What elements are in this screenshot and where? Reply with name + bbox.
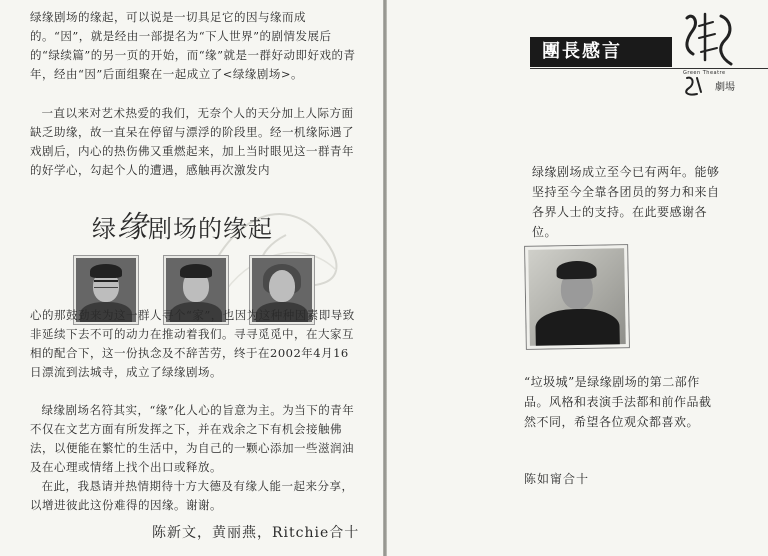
- director-portrait: [525, 245, 629, 349]
- theatre-logo-icon: [679, 8, 739, 70]
- director-message: 绿缘剧场成立至今已有两年。能够坚持至今全靠各团员的努力和来自各界人士的支持。在此要感谢各位。: [532, 165, 720, 239]
- mission-paragraph: 绿缘剧场名符其实，“缘”化人心的旨意为主。为当下的青年不仅在文艺方面有所发挥之下，并在戏余之下有机会接触佛法，以便能在繁忙的生活中，为自己的一颗心添加一些滋润油及在心理或情绪上找个出口或释放。: [30, 403, 355, 474]
- logo-word: 劇場: [715, 82, 735, 93]
- production-note: “垃圾城”是绿缘剧场的第二部作品。风格和表演手法都和前作品截然不同，希望各位观众都喜欢。: [524, 375, 712, 429]
- founding-paragraph: 心的那鼓劲来为这一群人寻个“家”，也因为这种种因素即导致非延续下去不可的动力在推动着我们。寻寻觅觅中，在大家互相的配合下，这一份执念及不辞苦劳，终于在2002年4月16日漂流到法城寺，成立了绿缘剧场。: [30, 308, 355, 379]
- logo-subtitle: Green Theatre: [683, 70, 726, 76]
- right-page: [387, 0, 768, 556]
- left-signature: 陈新文，黄丽燕，Ritchie合十: [152, 525, 360, 541]
- heading-brand: 缘: [117, 210, 148, 245]
- section-heading: [92, 202, 273, 246]
- intro-paragraph: 绿缘剧场的缘起，可以说是一切具足它的因与缘而成的。“因”，就是经由一部提名为“下人世界”的剧情发展后的“绿续篇”的另一页的开始，而“缘”就是一群好动即好戏的青年，经由“因”后面组聚在一起成立了<绿缘剧场>。: [30, 10, 356, 81]
- left-page: [0, 0, 383, 556]
- background-paragraph: 一直以来对艺术热爱的我们，无奈个人的天分加上人际方面缺乏助缘，故一直呆在停留与漂浮的阶段里。经一机缘际遇了戏剧后，内心的热伤佛又重燃起来，加上当时眼见这一群青年的好学心，勾起个人的遭遇，感触再次激发内: [30, 106, 354, 177]
- page-title: 團長感言: [530, 37, 672, 67]
- right-signature: 陈如甯合十: [524, 472, 590, 486]
- heading-post: 剧场的缘起: [148, 215, 273, 243]
- closing-paragraph: 在此，我恳请并热情期待十方大德及有缘人能一起来分享，以增进彼此这份难得的因缘。谢谢。: [30, 479, 354, 512]
- heading-pre: 绿: [92, 215, 117, 243]
- theatre-mark-icon: [683, 74, 707, 98]
